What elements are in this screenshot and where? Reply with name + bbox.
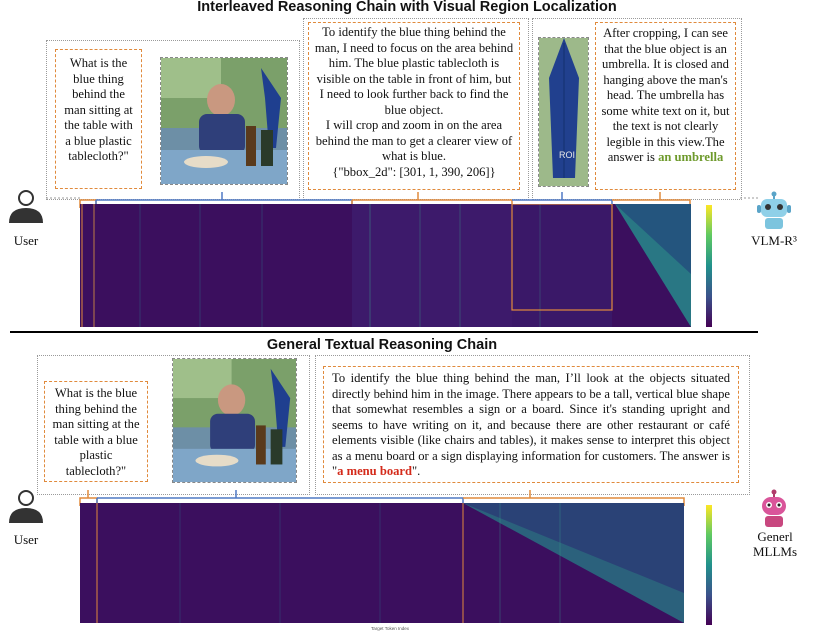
bottom-model-label	[740, 529, 810, 559]
bottom-question-text: What is the blue thing behind the man sitting at the table with a blue plastic tablecloth?"	[52, 386, 140, 478]
bottom-title: General Textual Reasoning Chain	[266, 337, 498, 353]
bottom-reasoning-text: To identify the blue thing behind the man, I’ll look at the objects situated directly behind him in the image. There appears to be a tall, vertical blue shape that somewhat resembles a sign or a board. Since it's standing upright and seems to have writing on it, and because there are other restaurant or café elements visible (like chairs and tables), it makes sense to interpret this object as a menu board or a sign displaying information for customers. The answer is "	[332, 371, 730, 478]
bottom-reasoning-box	[323, 366, 739, 483]
top-reasoning-3: After cropping, I can see that the blue object is an umbrella. It is closed and hanging above the man's head. The umbrella has some white text on it, but the text is not clearly legible in this view.The answer is	[601, 26, 730, 164]
bottom-answer: a menu board	[337, 464, 413, 478]
top-reasoning-2: I will crop and zoom in on the area behind the man to get a clearer view of what is blue.	[315, 118, 513, 163]
section-divider	[10, 331, 758, 333]
bottom-colorbar	[706, 505, 712, 625]
top-cropped-photo	[538, 37, 589, 187]
bottom-model-label-2: MLLMs	[752, 544, 798, 559]
top-model-label: VLM-R³	[751, 233, 797, 248]
top-title: Interleaved Reasoning Chain with Visual Region Localization	[197, 0, 617, 15]
top-bbox-code: {"bbox_2d": [301, 1, 390, 206]}	[332, 164, 496, 179]
bottom-heatmap-svg	[80, 503, 684, 623]
top-user-label: User	[13, 233, 39, 248]
top-answer-box	[595, 22, 736, 190]
svg-text:ROI: ROI	[559, 150, 576, 160]
top-reasoning-box	[308, 22, 520, 190]
bottom-attention-heatmap	[80, 503, 684, 623]
bottom-xaxis-title: Target Token Index	[371, 626, 409, 631]
top-scene-photo	[160, 57, 288, 185]
top-attention-heatmap	[80, 204, 691, 327]
top-question-box	[55, 49, 142, 189]
bottom-question-box	[44, 381, 148, 482]
umbrella-crop-illustration	[539, 38, 589, 187]
top-reasoning-1: To identify the blue thing behind the man, I need to focus on the area behind him. The blue plastic tablecloth is visible on the table in front of him, but I need to look further back to find the blue object.	[314, 25, 514, 117]
top-colorbar	[706, 205, 712, 327]
top-answer: an umbrella	[658, 150, 724, 164]
scene-illustration	[161, 58, 288, 185]
bottom-answer-suffix: ".	[412, 464, 421, 478]
bottom-scene-photo	[172, 358, 297, 483]
top-heatmap-svg	[80, 204, 691, 327]
scene-illustration-bottom	[173, 359, 297, 483]
top-question-text: What is the blue thing behind the man sitting at the table with a blue plastic tablecloth?"	[64, 56, 133, 163]
bottom-user-label: User	[13, 532, 39, 547]
bottom-model-label-1: Generl	[757, 529, 793, 544]
